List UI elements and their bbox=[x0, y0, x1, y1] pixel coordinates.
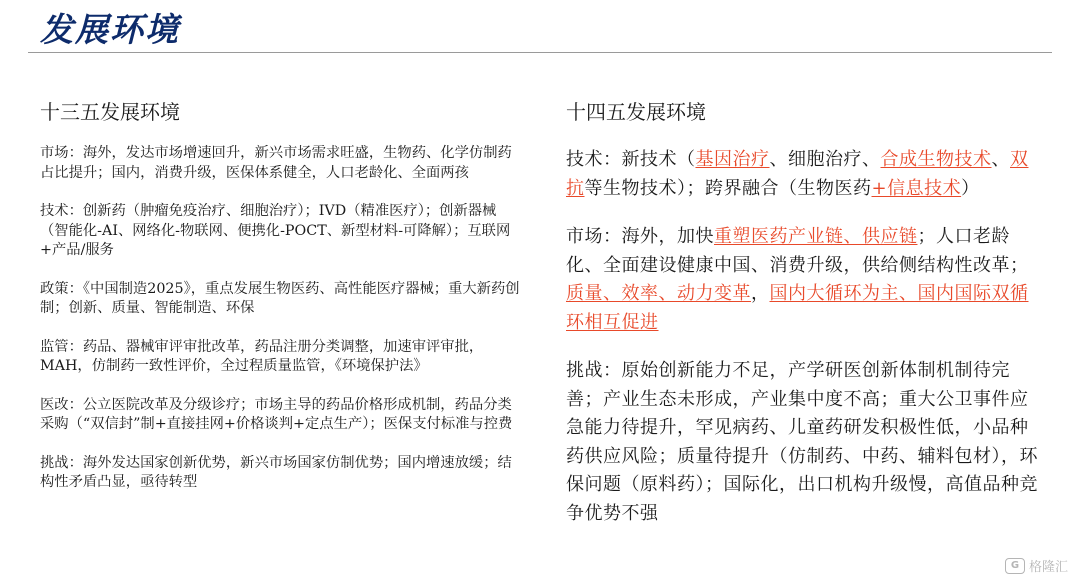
tech-highlight-bispecific: 双抗 bbox=[566, 149, 1029, 199]
tech-text-4: 等生物技术）；跨界融合（生物医药 bbox=[584, 177, 872, 199]
watermark bbox=[1005, 556, 1068, 575]
watermark-logo-icon: G bbox=[1005, 558, 1025, 574]
left-heading: 十三五发展环境 bbox=[40, 100, 180, 124]
right-challenge-paragraph: 挑战：原始创新能力不足，产学研医创新体制机制待完善；产业生态未形成，产业集中度不高；重大公卫事件应急能力待提升，罕见病药、儿童药研发积极性低，小品种药供应风险；质量待提升（仿制药、中药、辅料包材），环保问题（原料药）；国际化，出口机构升级慢，高值品种竞争优势不强 bbox=[566, 360, 1038, 524]
right-heading: 十四五发展环境 bbox=[566, 100, 706, 124]
tech-text-1: 技术：新技术（ bbox=[566, 149, 696, 170]
market-text-3: ， bbox=[751, 283, 770, 304]
market-text-2: ；人口老龄化、全面建设健康中国、消费升级，供给侧结构性改革； bbox=[566, 226, 1029, 276]
right-tech-paragraph bbox=[566, 146, 1046, 203]
tech-text-3: 、 bbox=[991, 149, 1010, 170]
tech-highlight-gene-therapy: 基因治疗 bbox=[695, 149, 770, 170]
market-highlight-supply-chain: 重塑医药产业链、供应链 bbox=[714, 226, 918, 247]
tech-highlight-synthetic-bio: 合成生物技术 bbox=[880, 149, 992, 170]
right-market-paragraph bbox=[566, 223, 1046, 337]
left-regulation-paragraph: 监管：药品、器械审评审批改革，药品注册分类调整，加速审评审批，MAH，仿制药一致性评价，全过程质量监管，《环境保护法》 bbox=[40, 338, 484, 374]
title-divider bbox=[28, 52, 1052, 53]
left-policy-paragraph: 政策：《中国制造2025》，重点发展生物医药、高性能医疗器械；重大新药创制；创新、质量、智能制造、环保 bbox=[40, 280, 520, 316]
tech-text-2: 、细胞治疗、 bbox=[769, 149, 881, 170]
left-challenge-paragraph: 挑战：海外发达国家创新优势，新兴市场国家仿制优势；国内增速放缓；结构性矛盾凸显，亟待转型 bbox=[40, 454, 512, 490]
page-title: 发展环境 bbox=[40, 10, 180, 49]
tech-text-5: ） bbox=[961, 177, 980, 199]
tech-highlight-infotech: +信息技术 bbox=[871, 177, 962, 199]
market-highlight-dual-circulation: 国内大循环为主、国内国际双循环相互促进 bbox=[566, 283, 1029, 333]
market-highlight-transformation: 质量、效率、动力变革 bbox=[566, 283, 751, 304]
left-tech-paragraph: 技术：创新药（肿瘤免疫治疗、细胞治疗）；IVD（精准医疗）；创新器械（智能化-AI、网络化-物联网、便携化-POCT、新型材料-可降解）；互联网+产品/服务 bbox=[40, 203, 511, 258]
market-text-1: 市场：海外，加快 bbox=[566, 226, 714, 247]
right-column bbox=[566, 100, 1046, 548]
left-column bbox=[40, 100, 520, 512]
watermark-text: 格隆汇 bbox=[1028, 560, 1068, 575]
left-market-paragraph: 市场：海外，发达市场增速回升，新兴市场需求旺盛，生物药、化学仿制药占比提升；国内，消费升级，医保体系健全，人口老龄化、全面两孩 bbox=[40, 145, 512, 181]
left-reform-paragraph: 医改：公立医院改革及分级诊疗；市场主导的药品价格形成机制，药品分类采购（“双信封”制+直接挂网+价格谈判+定点生产）；医保支付标准与控费 bbox=[40, 396, 513, 432]
